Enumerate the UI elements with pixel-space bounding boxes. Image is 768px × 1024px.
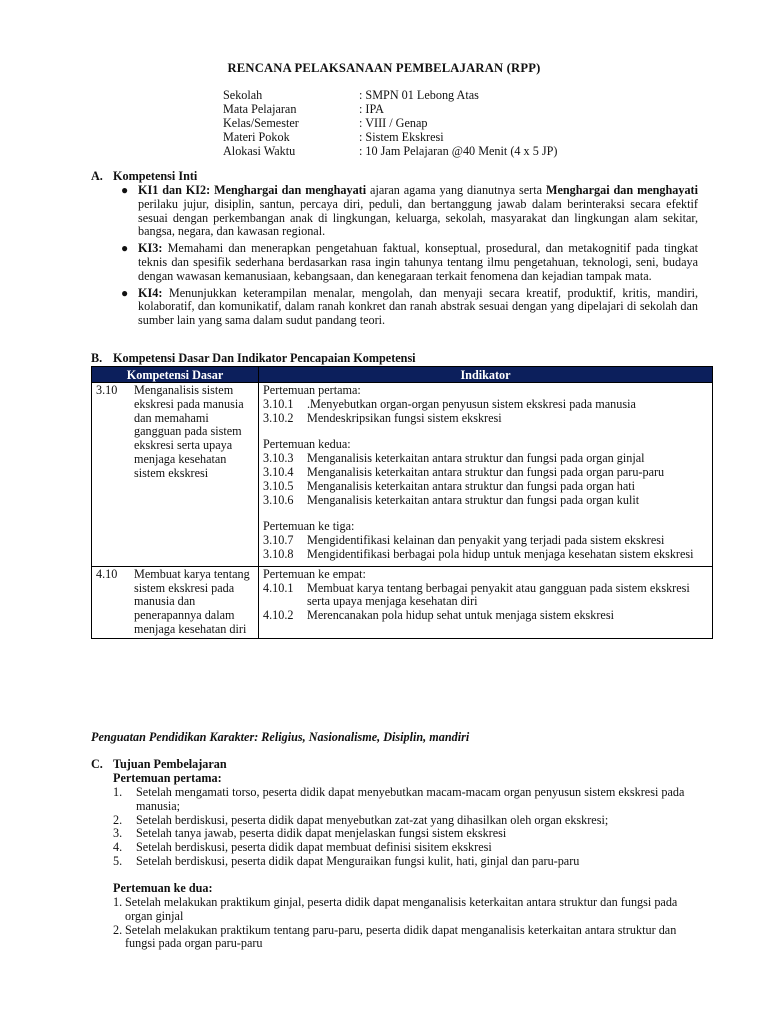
table-header-row bbox=[92, 367, 713, 383]
bullet-icon: ● bbox=[121, 241, 129, 256]
item-number: 1. bbox=[113, 785, 123, 799]
item-number: 2. bbox=[113, 812, 123, 827]
indikator-number: 4.10.2 bbox=[263, 608, 294, 623]
indikator-text: Merencanakan pola hidup sehat untuk menjaga sistem ekskresi bbox=[307, 608, 614, 623]
section-title: Kompetensi Dasar Dan Indikator Pencapaian Kompetensi bbox=[113, 351, 416, 365]
ki-bold: KI4: bbox=[138, 285, 163, 300]
meeting-heading: Pertemuan ke empat: bbox=[263, 566, 366, 581]
indikator-number: 3.10.4 bbox=[263, 464, 294, 479]
list-item bbox=[113, 896, 693, 924]
section-title: Kompetensi Inti bbox=[113, 169, 198, 183]
section-title: Tujuan Pembelajaran bbox=[113, 757, 227, 771]
indikator-text: Mengidentifikasi berbagai pola hidup untuk menjaga kesehatan sistem ekskresi bbox=[307, 546, 694, 561]
item-text: Setelah berdiskusi, peserta didik dapat Menguraikan fungsi kulit, hati, ginjal dan paru-paru bbox=[136, 853, 580, 868]
kd-text: Membuat karya tentang sistem ekskresi pada manusia dan penerapannya dalam menjaga kesehatan diri bbox=[134, 566, 250, 636]
indikator-text: Menganalisis keterkaitan antara struktur dan fungsi pada organ hati bbox=[307, 478, 636, 493]
list-item bbox=[113, 814, 693, 828]
kd-number: 3.10 bbox=[96, 383, 118, 397]
ki-item bbox=[121, 285, 698, 328]
list-item bbox=[113, 855, 693, 869]
identity-row bbox=[223, 103, 557, 117]
ppk-statement: Penguatan Pendidikan Karakter: Religius, Nasionalisme, Disiplin, mandiri bbox=[91, 730, 470, 744]
meeting-heading: Pertemuan ke tiga: bbox=[263, 519, 355, 534]
indikator-text: Mendeskripsikan fungsi sistem ekskresi bbox=[307, 410, 502, 425]
kompetensi-inti-list bbox=[121, 183, 699, 331]
section-letter: A. bbox=[91, 169, 103, 183]
header-indikator: Indikator bbox=[259, 367, 713, 383]
ki-bold: KI1 dan KI2: Menghargai dan menghayati bbox=[138, 183, 367, 197]
ki-text: perilaku jujur, disiplin, santun, percaya diri, peduli, dan bertanggung jawab dalam berinteraksi secara efektif sesuai dengan perkembangan anak di lingkungan, keluarga, sekolah, masyarakat dan lingkungan alam sekitar, bangsa, negara, dan kawasan regional. bbox=[138, 196, 698, 239]
indikator-text: Menganalisis keterkaitan antara struktur dan fungsi pada organ kulit bbox=[307, 492, 640, 507]
identity-value: : Sistem Ekskresi bbox=[359, 130, 444, 144]
indikator-item bbox=[263, 582, 708, 610]
table-row bbox=[92, 383, 713, 567]
ki-text: Menunjukkan keterampilan menalar, mengolah, dan menyaji secara kreatif, produktif, kritis, mandiri, kolaboratif, dan komunikatif, dalam ranah konkret dan ranah abstrak sesuai dengan yang dipelajari di sekolah dan sumber lain yang sama dalam sudut pandang teori. bbox=[138, 285, 698, 328]
item-text: Setelah tanya jawab, peserta didik dapat menjelaskan fungsi sistem ekskresi bbox=[136, 826, 507, 841]
identity-table bbox=[223, 89, 557, 159]
identity-value: : SMPN 01 Lebong Atas bbox=[359, 88, 479, 102]
indikator-item bbox=[263, 452, 708, 466]
indikator-cell bbox=[259, 383, 713, 567]
identity-row bbox=[223, 145, 557, 159]
kd-cell bbox=[92, 383, 259, 567]
identity-label: Mata Pelajaran bbox=[223, 102, 297, 116]
identity-row bbox=[223, 89, 557, 103]
meeting-2-list bbox=[113, 896, 693, 951]
identity-label: Materi Pokok bbox=[223, 130, 290, 144]
list-item bbox=[113, 827, 693, 841]
indikator-text: Mengidentifikasi kelainan dan penyakit yang terjadi pada sistem ekskresi bbox=[307, 533, 665, 548]
indikator-number: 3.10.7 bbox=[263, 533, 294, 548]
item-text: Setelah mengamati torso, peserta didik dapat menyebutkan macam-macam organ penyusun sistem ekskresi pada manusia; bbox=[136, 785, 685, 813]
identity-row bbox=[223, 131, 557, 145]
ki-item bbox=[121, 241, 698, 283]
bullet-icon: ● bbox=[121, 285, 129, 300]
ki-text: ajaran agama yang dianutnya serta bbox=[366, 183, 546, 197]
section-a-heading bbox=[91, 170, 197, 184]
list-item bbox=[113, 786, 693, 814]
indikator-item bbox=[263, 412, 708, 426]
indikator-text: Menganalisis keterkaitan antara struktur dan fungsi pada organ paru-paru bbox=[307, 464, 665, 479]
section-c-heading bbox=[91, 758, 227, 772]
item-text: Setelah berdiskusi, peserta didik dapat membuat definisi sisitem ekskresi bbox=[136, 840, 492, 855]
ki-text: Memahami dan menerapkan pengetahuan faktual, konseptual, prosedural, dan metakognitif pada tingkat teknis dan spesifik sederhana berdasarkan rasa ingin tahunya tentang ilmu pengetahuan, teknologi, seni, budaya dengan wawasan kemanusiaan, kebangsaan, dan kenegaraan terkait fenomena dan kejadian tampak mata. bbox=[138, 241, 698, 283]
indikator-number: 3.10.2 bbox=[263, 410, 294, 425]
meeting-1-title: Pertemuan pertama: bbox=[113, 771, 222, 785]
indikator-cell bbox=[259, 566, 713, 638]
identity-label: Alokasi Waktu bbox=[223, 144, 296, 158]
kd-text: Menganalisis sistem ekskresi pada manusia dan memahami gangguan pada sistem ekskresi serta upaya menjaga kesehatan sistem ekskresi bbox=[134, 383, 244, 480]
table-row bbox=[92, 566, 713, 638]
identity-value: : IPA bbox=[359, 102, 384, 116]
item-number: 2. bbox=[113, 922, 123, 937]
ki-bold: Menghargai dan menghayati bbox=[545, 183, 699, 197]
indikator-text: Membuat karya tentang berbagai penyakit atau gangguan pada sistem ekskresi serta upaya menjaga kesehatan diri bbox=[307, 580, 690, 609]
section-letter: C. bbox=[91, 757, 103, 771]
indikator-number: 4.10.1 bbox=[263, 580, 294, 595]
section-b-heading bbox=[91, 352, 416, 366]
item-text: Setelah berdiskusi, peserta didik dapat menyebutkan zat-zat yang dihasilkan oleh organ ekskresi; bbox=[136, 812, 609, 827]
indikator-item bbox=[263, 609, 708, 623]
item-number: 1. bbox=[113, 895, 123, 909]
indikator-number: 3.10.3 bbox=[263, 451, 294, 466]
indikator-item bbox=[263, 480, 708, 494]
list-item bbox=[113, 841, 693, 855]
meeting-heading: Pertemuan kedua: bbox=[263, 437, 351, 452]
document-title: RENCANA PELAKSANAAN PEMBELAJARAN (RPP) bbox=[227, 61, 541, 75]
indikator-item bbox=[263, 548, 708, 562]
indikator-number: 3.10.5 bbox=[263, 478, 294, 493]
ki-item bbox=[121, 183, 699, 239]
item-text: Setelah melakukan praktikum ginjal, peserta didik dapat menganalisis keterkaitan antara struktur dan fungsi pada organ ginjal bbox=[125, 895, 678, 923]
meeting-2-title: Pertemuan ke dua: bbox=[113, 881, 213, 895]
indikator-text: Menganalisis keterkaitan antara struktur dan fungsi pada organ ginjal bbox=[307, 451, 645, 466]
kd-cell bbox=[92, 566, 259, 638]
identity-row bbox=[223, 117, 557, 131]
indikator-item bbox=[263, 398, 708, 412]
item-number: 3. bbox=[113, 826, 123, 841]
ki-bold: KI3: bbox=[138, 241, 163, 256]
indikator-number: 3.10.6 bbox=[263, 492, 294, 507]
indikator-item bbox=[263, 494, 708, 508]
header-kompetensi-dasar: Kompetensi Dasar bbox=[92, 367, 259, 383]
identity-label: Sekolah bbox=[223, 88, 263, 102]
section-letter: B. bbox=[91, 351, 103, 365]
identity-label: Kelas/Semester bbox=[223, 116, 299, 130]
indikator-item bbox=[263, 534, 708, 548]
indikator-item bbox=[263, 466, 708, 480]
kd-number: 4.10 bbox=[96, 566, 118, 581]
identity-value: : VIII / Genap bbox=[359, 116, 428, 130]
item-text: Setelah melakukan praktikum tentang paru-paru, peserta didik dapat menganalisis keterkaitan antara struktur dan fungsi pada organ paru-paru bbox=[125, 922, 677, 951]
list-item bbox=[113, 924, 693, 952]
indikator-number: 3.10.8 bbox=[263, 546, 294, 561]
kd-indikator-table bbox=[91, 366, 713, 639]
identity-value: : 10 Jam Pelajaran @40 Menit (4 x 5 JP) bbox=[359, 144, 558, 158]
meeting-1-list bbox=[113, 786, 693, 869]
item-number: 4. bbox=[113, 840, 123, 855]
indikator-number: 3.10.1 bbox=[263, 396, 294, 411]
indikator-text: .Menyebutkan organ-organ penyusun sistem ekskresi pada manusia bbox=[307, 396, 636, 411]
bullet-icon: ● bbox=[121, 183, 129, 197]
meeting-heading: Pertemuan pertama: bbox=[263, 383, 361, 397]
item-number: 5. bbox=[113, 853, 123, 868]
